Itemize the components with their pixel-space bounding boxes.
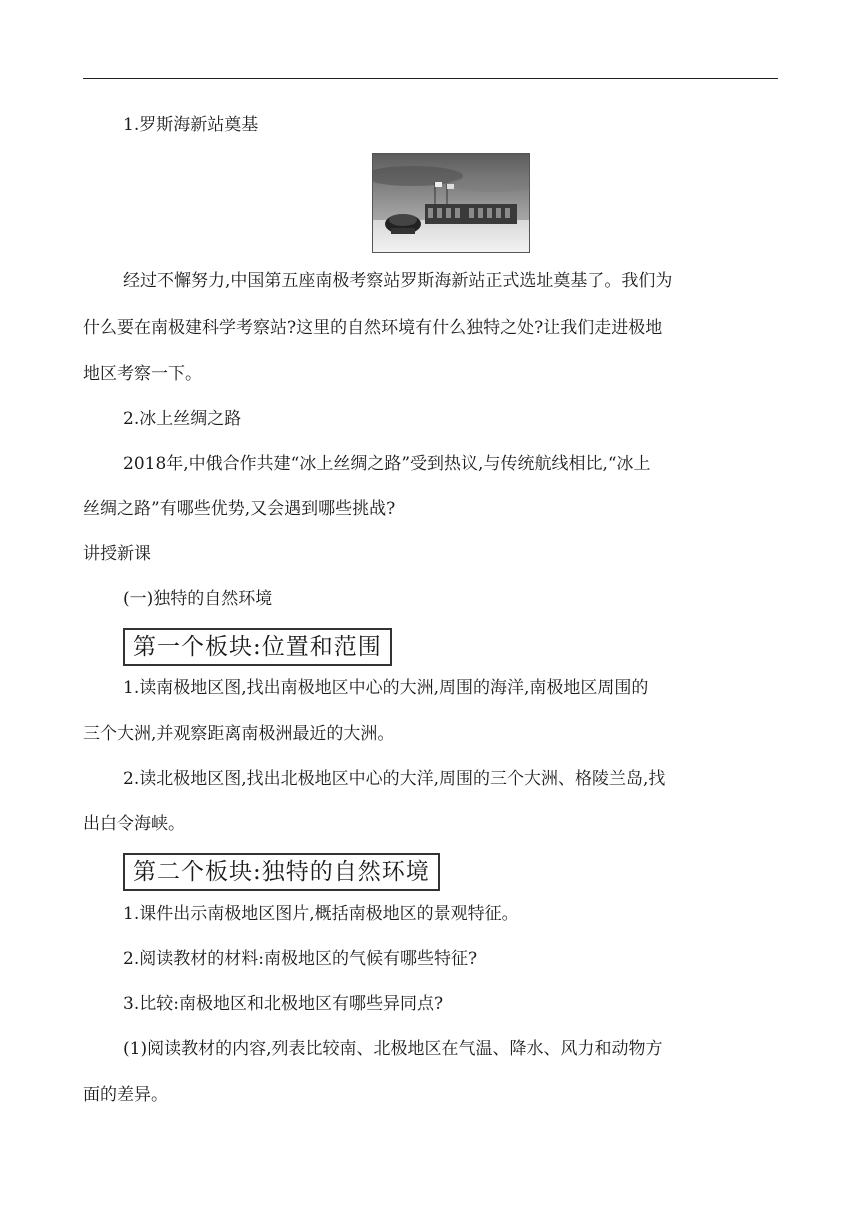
block1-item-line2: 三个大洲,并观察距离南极洲最近的大洲。: [83, 724, 395, 744]
section1-heading: (一)独特的自然环境: [123, 589, 273, 609]
block2-item-line3: 3.比较:南极地区和北极地区有哪些异同点?: [123, 994, 444, 1014]
item2-title: 2.冰上丝绸之路: [123, 409, 242, 429]
block1-item-line3: 2.读北极地区图,找出北极地区中心的大洋,周围的三个大洲、格陵兰岛,找: [123, 769, 666, 789]
block1-item-line1: 1.读南极地区图,找出南极地区中心的大洲,周围的海洋,南极地区周围的: [123, 678, 649, 698]
block2-item-line1: 1.课件出示南极地区图片,概括南极地区的景观特征。: [123, 904, 519, 924]
block1-title-box: [123, 628, 392, 666]
block2-title-box: [123, 853, 440, 891]
block2-title: 第二个板块:独特的自然环境: [133, 859, 430, 885]
item1-text-line1: 经过不懈努力,中国第五座南极考察站罗斯海新站正式选址奠基了。我们为: [123, 271, 673, 291]
station-photo: [372, 153, 530, 253]
block1-title: 第一个板块:位置和范围: [133, 634, 382, 660]
block2-item-line4: (1)阅读教材的内容,列表比较南、北极地区在气温、降水、风力和动物方: [123, 1039, 663, 1059]
header-rule: [83, 78, 778, 79]
block1-item-line4: 出白令海峡。: [83, 814, 185, 834]
item2-text-line2: 丝绸之路”有哪些优势,又会遇到哪些挑战?: [83, 499, 396, 519]
item1-text-line2: 什么要在南极建科学考察站?这里的自然环境有什么独特之处?让我们走进极地: [83, 318, 663, 338]
item1-text-line3: 地区考察一下。: [83, 364, 202, 384]
block2-item-line2: 2.阅读教材的材料:南极地区的气候有哪些特征?: [123, 949, 478, 969]
block2-item-line5: 面的差异。: [83, 1085, 168, 1105]
item2-text-line1: 2018年,中俄合作共建“冰上丝绸之路”受到热议,与传统航线相比,“冰上: [123, 454, 651, 474]
item1-title: 1.罗斯海新站奠基: [123, 115, 259, 135]
new-lesson-heading: 讲授新课: [83, 544, 151, 564]
